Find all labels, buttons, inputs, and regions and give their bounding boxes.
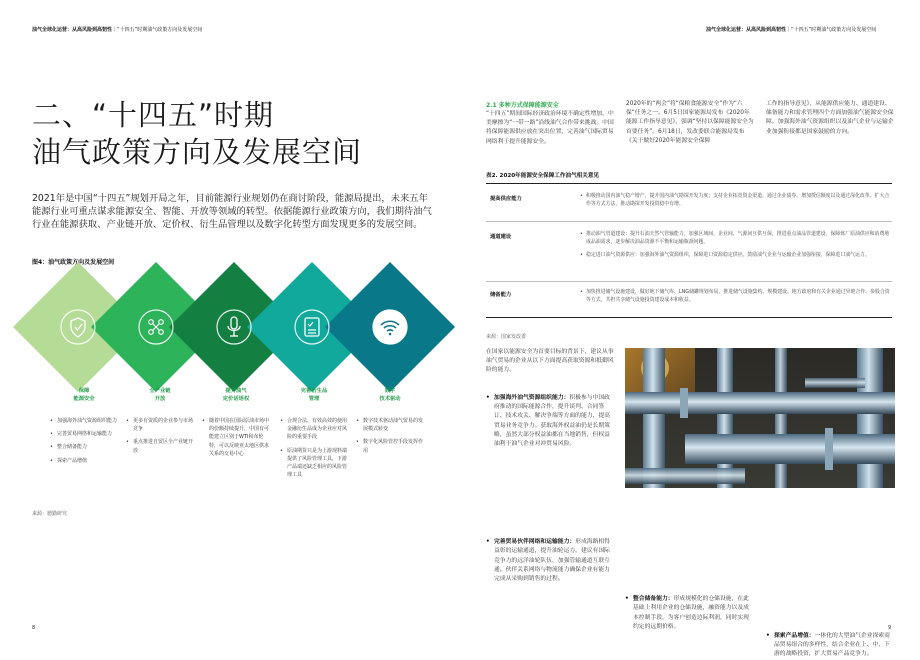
section-2-1-col3: 工作的指导意见》，从能源供应能力、通道建设、储备能力和需求管理四个方面加强油气能源安全保障。加强海外油气资源组织以及油气企业与运输企业加强衔接都是国家鼓励的方向。	[766, 101, 894, 135]
column-title: 保障 能源安全	[73, 388, 95, 402]
bullet-overseas-resources: • 加强海外油气资源组织能力：积极参与中国政府推动的国际能源合作，提升谈判、合同签订、技术攻关、解决争端等方面的能力，提高贸易业务竞争力。获取海外权益油仍是长期策略，虽然大部分权益油都在当地销售，但权益油利于油气企业对冲贸易风险。	[486, 394, 614, 449]
list-item: • 数字化风险管控手段发挥作用	[356, 438, 424, 454]
table-row	[486, 282, 892, 318]
list-item: • 更多有资质的企业参与市场竞争	[126, 417, 194, 433]
bullet-storage: • 整合储备能力：形成规模化的仓储设施，在此基础上利用企业的仓储设施，融资能力以及成本控制手段，为客户创造边际利润，同时实现约定的远期价格。	[625, 595, 753, 632]
table2	[486, 183, 892, 318]
table-row	[486, 184, 892, 222]
figure4-diagram	[32, 262, 436, 392]
column-list	[202, 417, 270, 458]
section-2-1-col1: “十四五”期间国际经济政治环境不确定性增加，中美摩擦为“一带一路”沿线油气合作带来挑战。中国将保障能源供应放在突出位置，完善油气国际贸易网络利于提升能源安全。	[486, 111, 614, 145]
bullet-trade-network: • 完善贸易伙伴网络和运输能力：形成海路相得益彰的运输通道，提升油轮运力。建议有国际竞争力的远洋油轮队伍，加强管输通道互联互通。伙伴关系网络与物流能力确保企业有能力完成从采购到销售的过程。	[486, 538, 614, 584]
column-digital	[356, 387, 424, 460]
figure4-source: 来源：德勤研究	[32, 511, 68, 517]
column-derivatives	[280, 387, 348, 484]
column-title: 数字 技术驱动	[379, 388, 401, 402]
section-2-1-col2: 2020年的“两会”将“保粮食能源安全”作为“六保”任务之一。6月5日国家能源局发布《2020年能源工作指导意见》，强调“坚持以保障能源安全为首要任务”。6月18日，发改委联合能源局发布《关于做好2020年能源安全保障	[626, 101, 754, 144]
column-list	[356, 417, 424, 455]
column-title: 全产业链 开放	[149, 388, 171, 402]
list-item: • 数字技术驱动油气贸易的发展模式转变	[356, 417, 424, 433]
column-pricing-power	[202, 387, 270, 463]
page-number-right: 9	[888, 625, 892, 631]
section-2-1-title: 2.1 多种方式保障能源安全	[486, 102, 559, 109]
list-item: • 重点推进自贸区全产业链开放	[126, 438, 194, 454]
list-item: • 随着中国在国际原油市场中的份额持续提升，中国有可能建立区别于WTI和布伦特，可以反映亚太地区供求关系的交易中心	[202, 417, 270, 458]
wifi-icon	[373, 310, 407, 344]
left-page	[0, 0, 460, 651]
column-list	[50, 417, 118, 465]
row-header: 通道建设	[490, 234, 512, 240]
row-item: • 积极推动国内油气稳产增产，提升国内油气勘探开发力度；支持企业拓宽资金渠道，通过企业债券、增加授信额度以及通过深化改革、扩大合作等方式方法，推动勘探开发投资稳中有增。	[580, 192, 892, 208]
table2-title: 表2. 2020年能源安全保障工作油气相关意见	[486, 173, 600, 179]
list-item: • 加强海外油气资源组织能力	[50, 417, 118, 425]
list-item: • 合规合法、有效高效的使用金融衍生品成为企业应对风险的重要手段	[280, 417, 348, 442]
column-list	[280, 417, 348, 479]
column-industry-chain	[126, 387, 194, 460]
row-header: 提高供应能力	[490, 196, 522, 202]
list-item: • 完善贸易网络和运输能力	[50, 430, 118, 438]
header-rest: ｜“十四五”时期油气政策方向及发展空间	[112, 27, 203, 33]
title-line2: 油气政策方向及发展空间	[32, 135, 363, 169]
list-item: • 整合储备能力	[50, 443, 118, 451]
bullet-product-value: • 探索产品增值：一体化的大型油气企业探索商品贸易组合的多样性，结合企业在上、中、下游的战略投资，扩大贸易产品竞争力。	[766, 632, 894, 660]
running-header-right: 油气全球化运营：从高风险到高韧性｜“十四五”时期油气政策方向及发展空间	[706, 27, 877, 33]
lower-intro: 在国家以能源安全为首要目标的背景下，建议从事油气贸易的企业从以下方面提高获取资源和抵御风险的能力。	[486, 349, 614, 374]
header-bold: 油气全球化运营：从高风险到高韧性	[32, 27, 113, 33]
row-item: • 加快推进储气设施建设，做好地下储气库、LNG储罐规划布局，推进储气设施集约、规模建设。地方政府和有关企业通过异地合作、参股合资等方式，共担共享储气设施投资建设成本和收益。	[580, 288, 892, 304]
row-header: 储备能力	[490, 292, 512, 298]
page-title	[32, 97, 362, 171]
list-item: • 原油期货只是为上游现料端提供了风险管理工具，下游产品端还缺乏相应的风险管理工具	[280, 447, 348, 480]
figure4-columns	[50, 387, 424, 517]
industrial-pipes-photo	[625, 348, 895, 488]
column-title: 完善衍生品 管理	[300, 388, 328, 402]
list-item: • 探索产品增值	[50, 457, 118, 465]
table-row	[486, 222, 892, 282]
intro-paragraph: 2021年是中国“十四五”规划开局之年，目前能源行业规划仍在商讨阶段，能源局提出，未来五年能源行业可重点谋求能源安全、智能、开放等领域的转型。依据能源行业政策方向，我们期待油气行业在能源获取、产业链开放、定价权、衍生品管理以及数字化转型方面发现更多的发展空间。	[32, 193, 432, 230]
figure4-label: 图4：油气政策方向及发展空间	[32, 259, 115, 266]
row-item: • 推动油气管道建设：提升石油天然气管输能力，加强区域间、企业间、气源间互供互保，推进重点油品管道建设，保障炼厂原油供应和消费地成品油需求，逐步解决油品资源不平衡和运输瓶颈问题。	[580, 230, 892, 246]
column-title: 提升油气 定价话语权	[222, 388, 250, 402]
column-list	[126, 417, 194, 455]
page-number-left: 8	[32, 625, 36, 631]
column-energy-security	[50, 387, 118, 470]
running-header-left	[32, 26, 202, 33]
table2-source: 来源：国家发改委	[486, 334, 527, 340]
row-item: • 稳定进口油气资源供应：加强海外油气资源组织，保障进口资源稳定供应。鼓励油气企业与运输企业加强衔接，保障进口油气运力。	[580, 251, 892, 259]
title-line1: 二、“十四五”时期	[32, 98, 275, 132]
